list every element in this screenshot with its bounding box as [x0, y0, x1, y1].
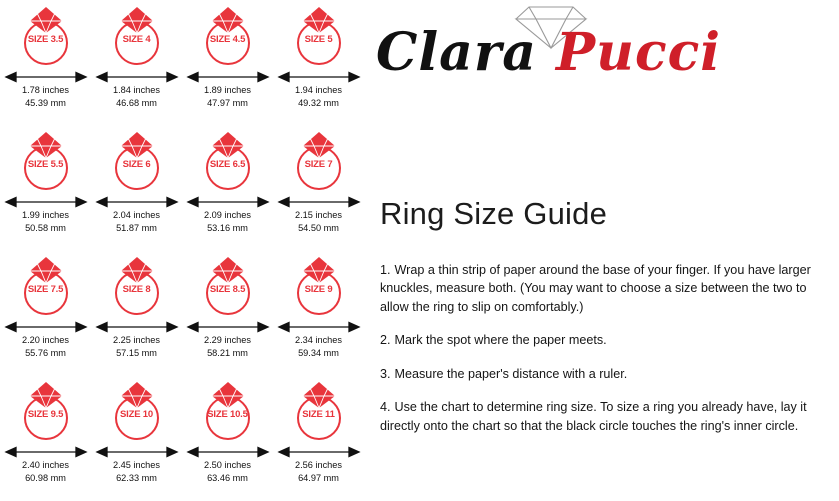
measurement-mm: 55.76 mm [25, 347, 66, 358]
ring-size-cell [91, 125, 182, 250]
ring-illustration [98, 3, 176, 69]
diameter-arrow-icon [186, 320, 270, 334]
ring-size-label: SIZE 4 [122, 34, 151, 45]
step-number: 4. [380, 400, 391, 415]
diameter-arrow-icon [95, 195, 179, 209]
ring-size-cell [182, 125, 273, 250]
chart-row [0, 250, 366, 375]
instruction-step [380, 365, 830, 384]
measurement-inches: 2.56 inches [295, 460, 342, 470]
ring-size-label: SIZE 7 [304, 159, 333, 170]
step-text: Measure the paper's distance with a ruler. [394, 366, 628, 381]
measurement-inches: 2.45 inches [113, 460, 160, 470]
ring-size-label: SIZE 8 [122, 284, 151, 295]
ring-size-cell [182, 250, 273, 375]
measurement-mm: 47.97 mm [207, 97, 248, 108]
ring-size-cell [182, 375, 273, 500]
measurement-inches: 2.50 inches [204, 460, 251, 470]
measurement-inches: 1.94 inches [295, 85, 342, 95]
measurement-inches: 1.99 inches [22, 210, 69, 220]
step-number: 3. [380, 366, 391, 381]
measurement-inches: 1.84 inches [113, 85, 160, 95]
measurement-inches: 1.78 inches [22, 85, 69, 95]
ring-illustration [7, 378, 85, 444]
measurement-mm: 60.98 mm [25, 472, 66, 483]
ring-size-cell [273, 375, 364, 500]
measurement-inches: 2.40 inches [22, 460, 69, 470]
ring-illustration [98, 253, 176, 319]
ring-illustration [189, 3, 267, 69]
measurement-mm: 62.33 mm [116, 472, 157, 483]
diameter-arrow-icon [277, 70, 361, 84]
brand-logo [366, 0, 839, 110]
measurement-mm: 58.21 mm [207, 347, 248, 358]
ring-illustration [189, 128, 267, 194]
instruction-step [380, 261, 830, 317]
diameter-arrow-icon [277, 445, 361, 459]
measurement-mm: 63.46 mm [207, 472, 248, 483]
chart-row [0, 375, 366, 500]
measurement-mm: 46.68 mm [116, 97, 157, 108]
ring-illustration [189, 378, 267, 444]
measurement-inches: 2.04 inches [113, 210, 160, 220]
chart-row [0, 0, 366, 125]
diameter-arrow-icon [95, 320, 179, 334]
step-number: 1. [380, 262, 391, 277]
brand-name-pucci: Pucci [556, 22, 722, 83]
measurement-inches: 2.15 inches [295, 210, 342, 220]
diameter-arrow-icon [4, 70, 88, 84]
measurement-mm: 59.34 mm [298, 347, 339, 358]
ring-size-label: SIZE 10 [120, 409, 153, 420]
ring-illustration [7, 3, 85, 69]
ring-illustration [280, 253, 358, 319]
diameter-arrow-icon [186, 195, 270, 209]
ring-size-label: SIZE 9.5 [27, 409, 64, 420]
ring-illustration [189, 253, 267, 319]
page-title: Ring Size Guide [380, 196, 608, 231]
ring-size-label: SIZE 6.5 [209, 159, 246, 170]
ring-size-cell [91, 250, 182, 375]
instruction-step [380, 398, 830, 435]
diameter-arrow-icon [95, 445, 179, 459]
instruction-list [380, 248, 830, 450]
ring-illustration [98, 378, 176, 444]
ring-size-cell [0, 375, 91, 500]
ring-size-cell [273, 0, 364, 125]
diameter-arrow-icon [4, 320, 88, 334]
ring-size-chart [0, 0, 366, 501]
brand-name-clara: Clara [376, 22, 537, 83]
ring-size-cell [273, 125, 364, 250]
ring-size-label: SIZE 9 [304, 284, 333, 295]
ring-size-cell [0, 250, 91, 375]
diameter-arrow-icon [4, 445, 88, 459]
ring-illustration [280, 378, 358, 444]
ring-size-label: SIZE 7.5 [27, 284, 64, 295]
ring-size-cell [91, 375, 182, 500]
ring-size-cell [0, 0, 91, 125]
step-text: Use the chart to determine ring size. To size a ring you already have, lay it directly onto the chart so that the black circle touches the ring's inner circle. [380, 400, 807, 433]
step-text: Wrap a thin strip of paper around the base of your finger. If you have larger knuckles, measure both. (You may want to choose a size between the two to allow the ring to slip on comfortably.) [380, 262, 811, 314]
chart-row [0, 125, 366, 250]
measurement-mm: 45.39 mm [25, 97, 66, 108]
diameter-arrow-icon [277, 195, 361, 209]
ring-size-cell [182, 0, 273, 125]
measurement-inches: 1.89 inches [204, 85, 251, 95]
diameter-arrow-icon [277, 320, 361, 334]
ring-size-label: SIZE 10.5 [207, 409, 248, 420]
measurement-inches: 2.09 inches [204, 210, 251, 220]
diameter-arrow-icon [4, 195, 88, 209]
ring-size-label: SIZE 6 [122, 159, 151, 170]
measurement-inches: 2.29 inches [204, 335, 251, 345]
measurement-inches: 2.25 inches [113, 335, 160, 345]
diameter-arrow-icon [186, 445, 270, 459]
ring-size-label: SIZE 3.5 [27, 34, 64, 45]
ring-size-cell [273, 250, 364, 375]
measurement-mm: 64.97 mm [298, 472, 339, 483]
ring-size-label: SIZE 4.5 [209, 34, 246, 45]
measurement-mm: 50.58 mm [25, 222, 66, 233]
guide-panel [366, 0, 839, 501]
measurement-inches: 2.20 inches [22, 335, 69, 345]
ring-size-cell [91, 0, 182, 125]
measurement-mm: 57.15 mm [116, 347, 157, 358]
ring-size-label: SIZE 5.5 [27, 159, 64, 170]
ring-size-label: SIZE 5 [304, 34, 333, 45]
ring-illustration [280, 128, 358, 194]
brand-name [376, 22, 776, 83]
ring-illustration [7, 253, 85, 319]
ring-size-label: SIZE 11 [302, 409, 335, 420]
measurement-mm: 49.32 mm [298, 97, 339, 108]
step-number: 2. [380, 333, 391, 348]
ring-illustration [7, 128, 85, 194]
ring-illustration [280, 3, 358, 69]
instruction-step [380, 331, 830, 350]
step-text: Mark the spot where the paper meets. [394, 333, 607, 348]
measurement-mm: 51.87 mm [116, 222, 157, 233]
measurement-mm: 53.16 mm [207, 222, 248, 233]
diameter-arrow-icon [186, 70, 270, 84]
measurement-inches: 2.34 inches [295, 335, 342, 345]
diameter-arrow-icon [95, 70, 179, 84]
ring-size-cell [0, 125, 91, 250]
measurement-mm: 54.50 mm [298, 222, 339, 233]
ring-illustration [98, 128, 176, 194]
ring-size-label: SIZE 8.5 [209, 284, 246, 295]
